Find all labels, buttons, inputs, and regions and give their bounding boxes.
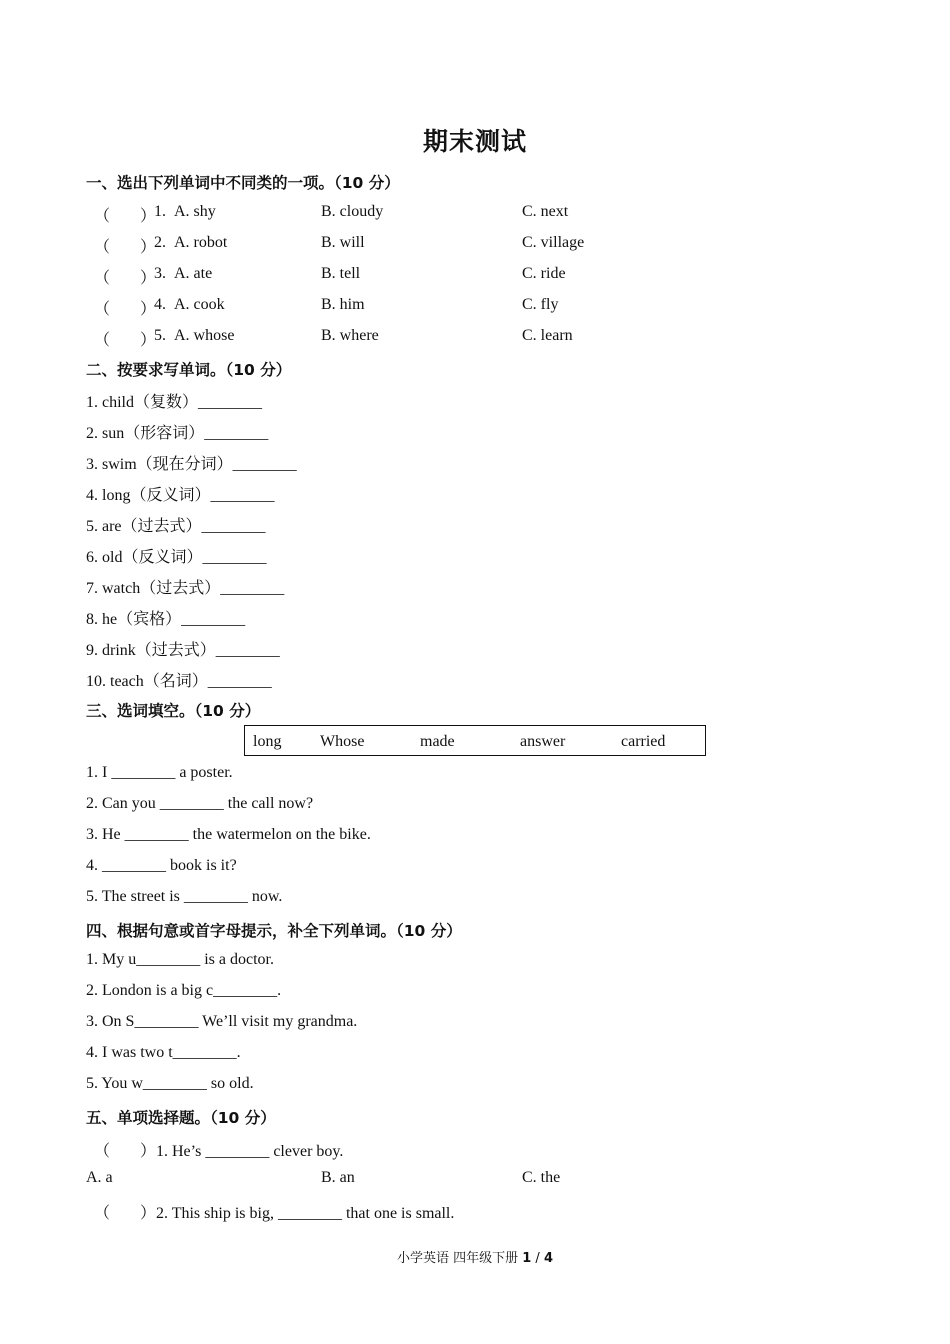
answer-paren-open: （ — [94, 239, 111, 256]
word-bank-box — [244, 725, 706, 756]
answer-paren-close: ） — [140, 208, 157, 225]
option-c: C. fly — [522, 296, 559, 313]
s1-question-1 — [86, 203, 786, 227]
section-1-heading: 一、选出下列单词中不同类的一项。（10 分） — [86, 174, 400, 192]
answer-paren-open: （ — [94, 332, 111, 349]
option-c: C. next — [522, 203, 569, 220]
footer-page-number: 1 — [522, 1251, 532, 1266]
option-a: A. a — [86, 1169, 113, 1186]
answer-paren-close: ） — [140, 332, 157, 349]
section-5-heading: 五、单项选择题。（10 分） — [86, 1109, 276, 1127]
s4-item: 3. On S________ We’ll visit my grandma. — [86, 1013, 358, 1030]
s4-item: 1. My u________ is a doctor. — [86, 951, 274, 968]
footer-page-total: 4 — [543, 1251, 553, 1266]
answer-paren-open: （ — [94, 1143, 111, 1160]
footer-text: 小学英语 四年级下册 — [396, 1251, 523, 1266]
option-b: B. an — [321, 1169, 355, 1186]
footer-separator: / — [531, 1251, 544, 1266]
word-bank-word: carried — [621, 733, 666, 750]
question-number: 2. — [154, 234, 166, 251]
section-2-heading: 二、按要求写单词。（10 分） — [86, 361, 292, 379]
s2-item: 8. he（宾格）________ — [86, 611, 246, 628]
question-number: 1. — [154, 203, 166, 220]
answer-paren-close: ） — [140, 239, 157, 256]
s1-question-3 — [86, 265, 786, 289]
word-bank-word: answer — [520, 733, 566, 750]
page-footer — [0, 1247, 950, 1266]
option-b: B. tell — [321, 265, 361, 282]
s2-item: 10. teach（名词）________ — [86, 673, 272, 690]
s2-item: 9. drink（过去式）________ — [86, 642, 280, 659]
s1-question-4 — [86, 296, 786, 320]
option-a: A. whose — [174, 327, 235, 344]
s5-question-2 — [86, 1200, 786, 1224]
s2-item: 7. watch（过去式）________ — [86, 580, 285, 597]
s5-question-1 — [86, 1138, 786, 1162]
answer-paren-open: （ — [94, 270, 111, 287]
word-bank-word: long — [253, 733, 282, 750]
s3-item: 3. He ________ the watermelon on the bike. — [86, 826, 371, 843]
option-a: A. shy — [174, 203, 216, 220]
answer-paren-close: ） — [140, 270, 157, 287]
s4-item: 5. You w________ so old. — [86, 1075, 254, 1092]
s3-item: 2. Can you ________ the call now? — [86, 795, 314, 812]
question-number: 5. — [154, 327, 166, 344]
s4-item: 2. London is a big c________. — [86, 982, 282, 999]
question-number: 3. — [154, 265, 166, 282]
s4-item: 4. I was two t________. — [86, 1044, 241, 1061]
word-bank-word: Whose — [320, 733, 365, 750]
option-a: A. robot — [174, 234, 228, 251]
section-3-heading: 三、选词填空。（10 分） — [86, 702, 261, 720]
option-c: C. the — [522, 1169, 561, 1186]
answer-paren-open: （ — [94, 301, 111, 318]
s3-item: 1. I ________ a poster. — [86, 764, 233, 781]
option-a: A. ate — [174, 265, 213, 282]
s2-item: 6. old（反义词）________ — [86, 549, 267, 566]
word-bank-word: made — [420, 733, 455, 750]
answer-paren-open: （ — [94, 208, 111, 225]
s1-question-2 — [86, 234, 786, 258]
section-4-heading: 四、根据句意或首字母提示，补全下列单词。（10 分） — [86, 922, 462, 940]
option-b: B. him — [321, 296, 365, 313]
page-title: 期末测试 — [422, 127, 527, 156]
option-b: B. cloudy — [321, 203, 384, 220]
question-text: ）1. He’s ________ clever boy. — [140, 1143, 344, 1160]
s2-item: 3. swim（现在分词）________ — [86, 456, 297, 473]
answer-paren-open: （ — [94, 1205, 111, 1222]
s3-item: 5. The street is ________ now. — [86, 888, 283, 905]
option-c: C. learn — [522, 327, 573, 344]
question-text: ）2. This ship is big, ________ that one is small. — [140, 1205, 455, 1222]
option-c: C. ride — [522, 265, 566, 282]
s2-item: 4. long（反义词）________ — [86, 487, 275, 504]
option-a: A. cook — [174, 296, 225, 313]
option-b: B. where — [321, 327, 379, 344]
s2-item: 2. sun（形容词）________ — [86, 425, 269, 442]
s2-item: 1. child（复数）________ — [86, 394, 262, 411]
option-c: C. village — [522, 234, 585, 251]
s2-item: 5. are（过去式）________ — [86, 518, 266, 535]
question-number: 4. — [154, 296, 166, 313]
s1-question-5 — [86, 327, 786, 351]
answer-paren-close: ） — [140, 301, 157, 318]
s3-item: 4. ________ book is it? — [86, 857, 237, 874]
option-b: B. will — [321, 234, 365, 251]
